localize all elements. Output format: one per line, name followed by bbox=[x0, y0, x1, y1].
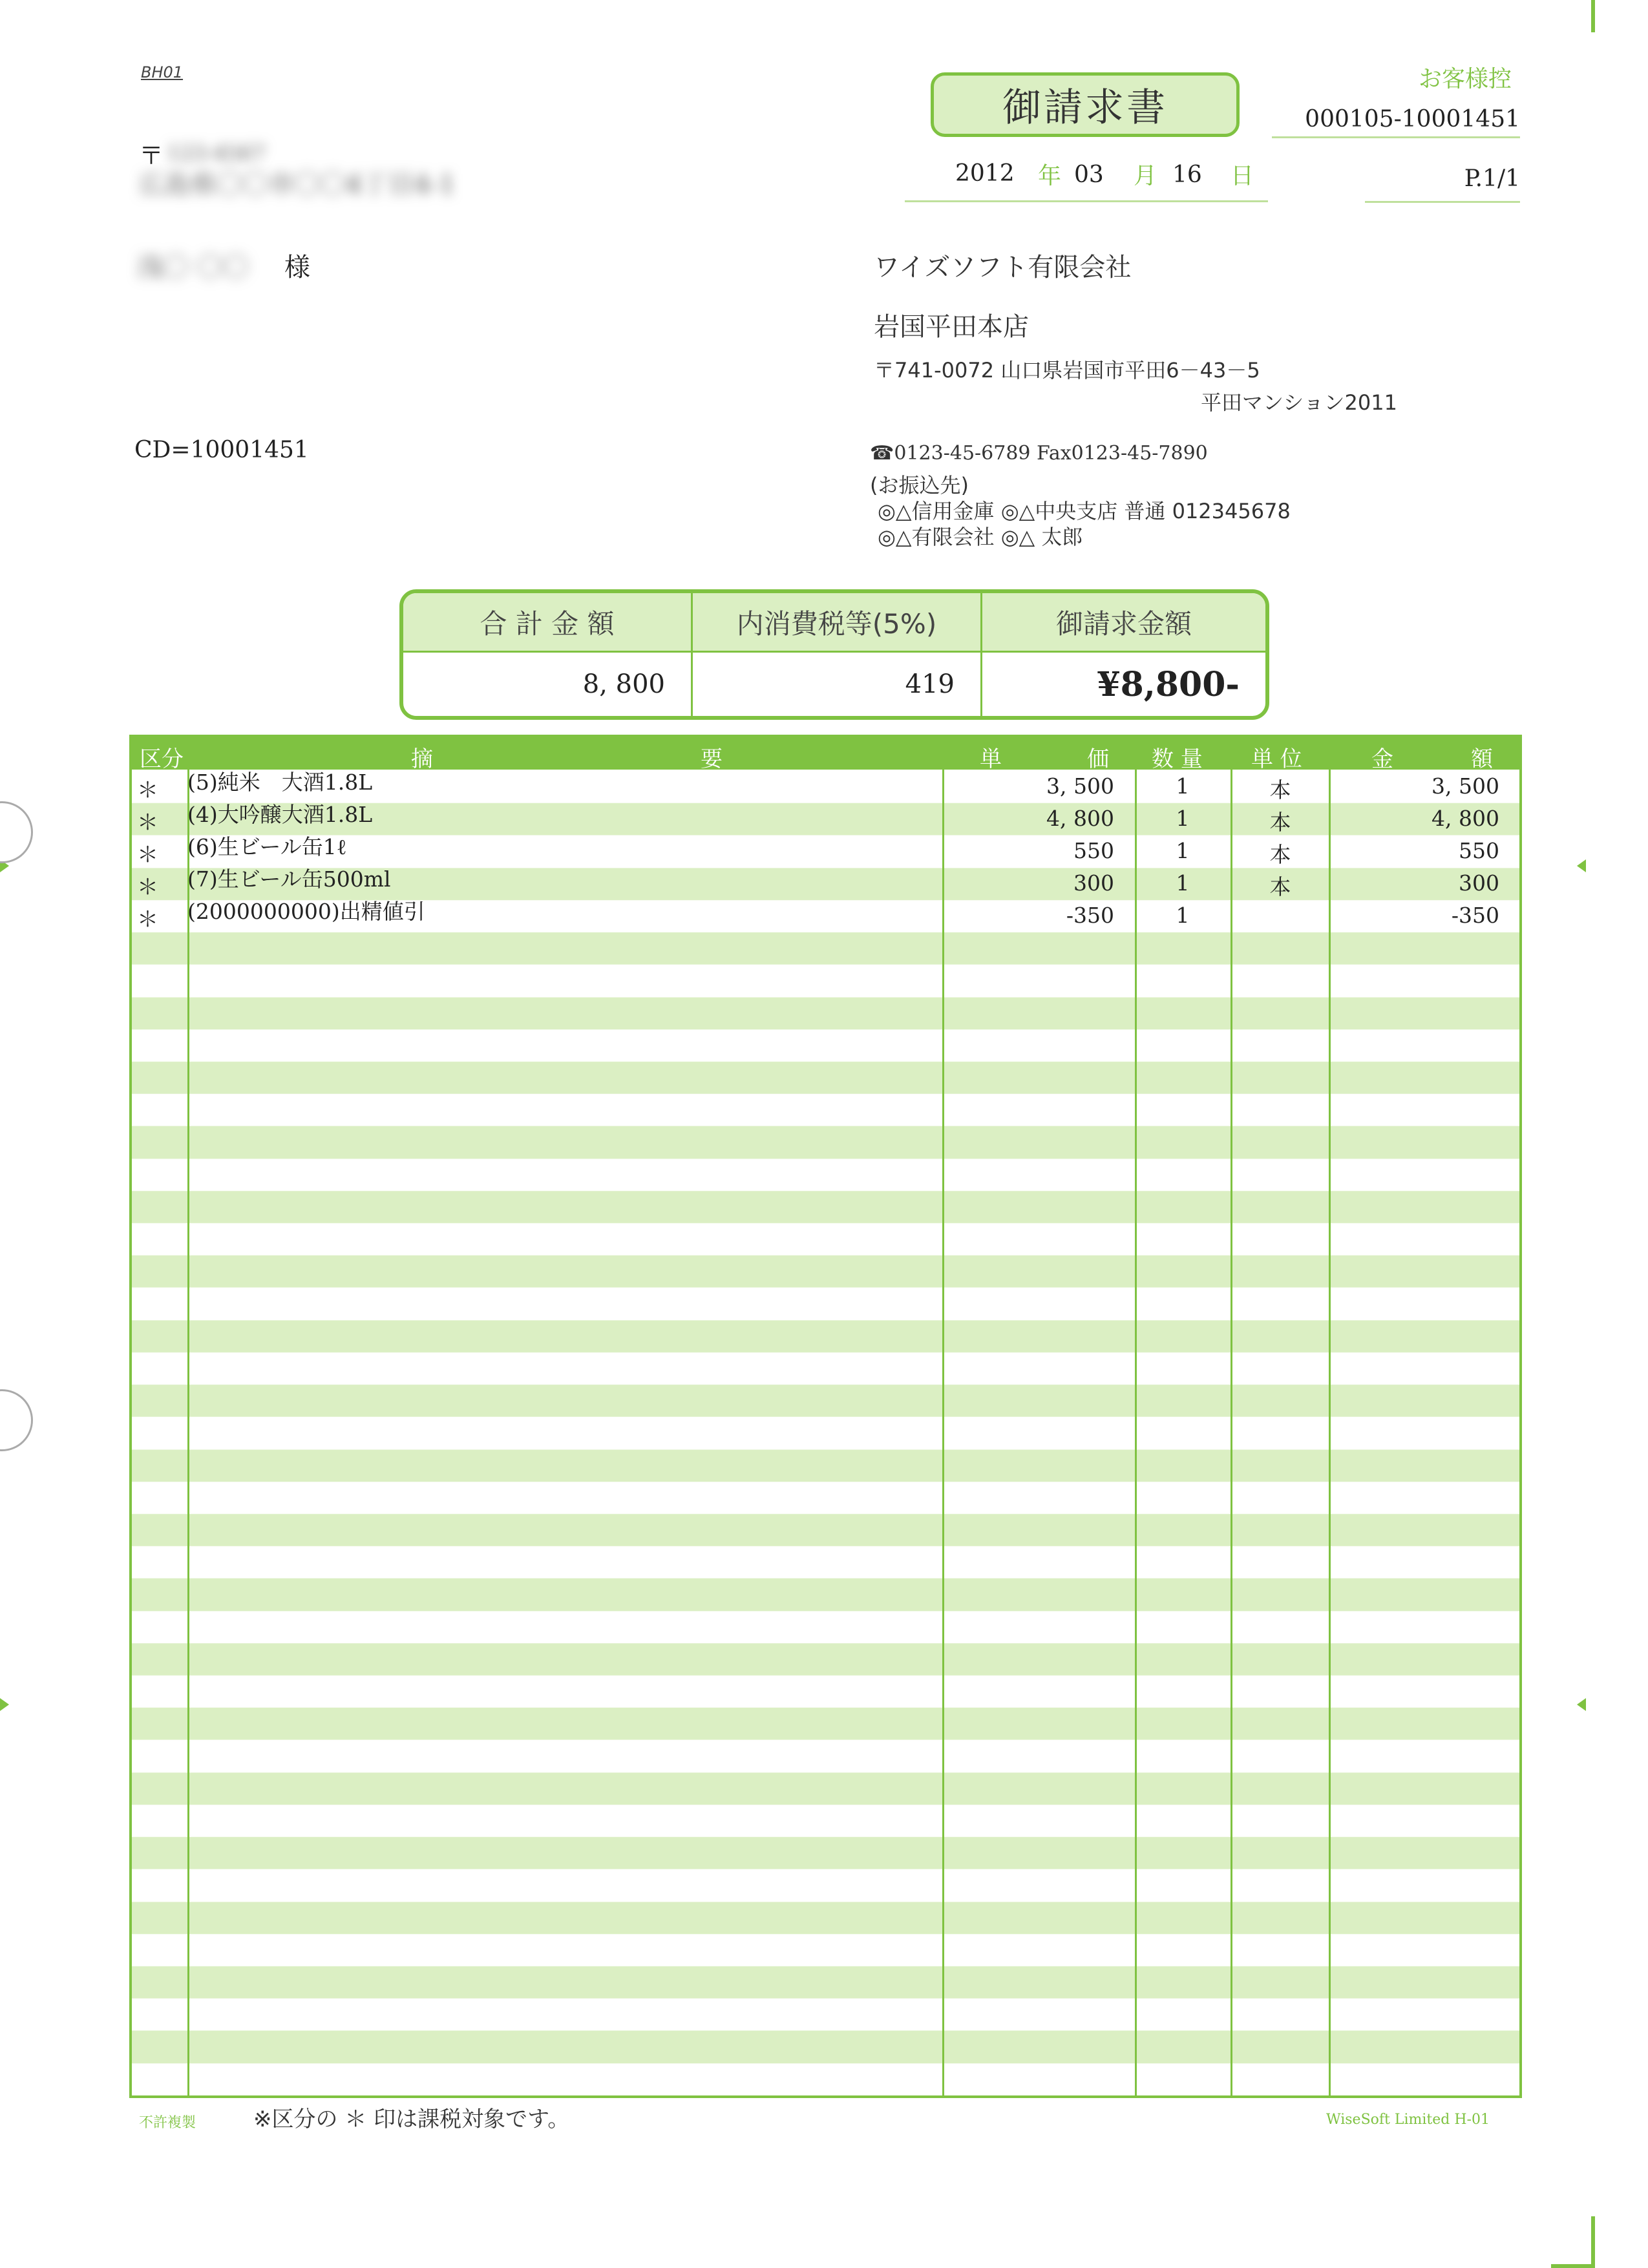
total-amount-header: 合 計 金 額 bbox=[403, 593, 693, 653]
row-unit: 本 bbox=[1269, 842, 1291, 867]
row-mark: ＊ bbox=[137, 777, 158, 803]
row-price: 3, 500 bbox=[1046, 773, 1114, 799]
row-amount: 4, 800 bbox=[1431, 806, 1499, 831]
recipient-name: 浅〇 〇〇 bbox=[137, 253, 249, 282]
date-month: 03 bbox=[1074, 162, 1104, 188]
header-amount-2: 額 bbox=[1471, 746, 1493, 772]
issuer-company: ワイズソフト有限会社 bbox=[874, 253, 1132, 282]
punch-hole-2 bbox=[0, 1389, 33, 1451]
col-divider bbox=[1231, 737, 1232, 2095]
header-qty: 数 量 bbox=[1152, 746, 1203, 772]
row-desc: (6)生ビール缶1ℓ bbox=[187, 834, 347, 859]
row-mark: ＊ bbox=[137, 842, 158, 867]
recipient-postal-code: 123-4567 bbox=[167, 141, 266, 165]
issue-date bbox=[905, 155, 1268, 202]
header-price-2: 価 bbox=[1087, 746, 1109, 772]
date-day-unit: 日 bbox=[1231, 163, 1254, 189]
row-qty: 1 bbox=[1176, 773, 1190, 799]
row-unit: 本 bbox=[1269, 810, 1291, 835]
row-unit: 本 bbox=[1269, 777, 1291, 803]
footer-copyright: 不許複製 bbox=[139, 2115, 196, 2131]
col-divider bbox=[187, 737, 189, 2095]
postal-mark: 〒 bbox=[139, 142, 164, 170]
header-desc-2: 要 bbox=[701, 746, 723, 772]
issuer-phone-fax: ☎0123-45-6789 Fax0123-45-7890 bbox=[870, 442, 1208, 465]
recipient-address: 広島県〇〇市〇〇4丁目4-1 bbox=[139, 170, 456, 200]
margin-arrow-right-1 bbox=[1577, 859, 1586, 872]
totals-box bbox=[399, 589, 1269, 720]
margin-arrow-right-2 bbox=[1577, 1698, 1586, 1711]
total-amount: 8, 800 bbox=[403, 653, 693, 716]
row-mark: ＊ bbox=[137, 810, 158, 835]
header-unit: 単 位 bbox=[1251, 746, 1302, 772]
row-desc: (7)生ビール缶500ml bbox=[187, 866, 391, 892]
col-divider bbox=[1329, 737, 1331, 2095]
customer-code: CD=10001451 bbox=[134, 437, 309, 463]
header-price-1: 単 bbox=[980, 746, 1002, 772]
row-amount: 300 bbox=[1459, 870, 1499, 896]
row-qty: 1 bbox=[1176, 806, 1190, 831]
tax-amount: 419 bbox=[693, 653, 982, 716]
billed-amount: ¥8,800- bbox=[1097, 664, 1240, 704]
row-qty: 1 bbox=[1176, 903, 1190, 928]
items-table bbox=[129, 735, 1522, 2098]
row-mark: ＊ bbox=[137, 907, 158, 932]
row-desc: (4)大吟醸大酒1.8L bbox=[187, 802, 373, 827]
items-table-header bbox=[132, 737, 1519, 770]
date-year: 2012 bbox=[955, 160, 1015, 187]
row-price: 4, 800 bbox=[1046, 806, 1114, 831]
row-qty: 1 bbox=[1176, 838, 1190, 863]
footer-tax-note: ※区分の ＊ 印は課税対象です。 bbox=[253, 2106, 570, 2132]
corner-mark-bottom-h bbox=[1551, 2264, 1595, 2268]
row-price: 550 bbox=[1073, 838, 1114, 863]
punch-hole-1 bbox=[0, 801, 33, 863]
header-amount-1: 金 bbox=[1371, 746, 1393, 772]
row-desc: (2000000000)出精値引 bbox=[187, 899, 425, 924]
page-number: P.1/1 bbox=[1365, 165, 1520, 203]
date-month-unit: 月 bbox=[1134, 163, 1157, 189]
billed-amount-header: 御請求金額 bbox=[982, 593, 1265, 653]
issuer-address-2: 平田マンション2011 bbox=[1201, 390, 1397, 415]
bank-line-1: ◎△信用金庫 ◎△中央支店 普通 012345678 bbox=[878, 499, 1291, 523]
row-amount: -350 bbox=[1451, 903, 1499, 928]
col-divider bbox=[942, 737, 944, 2095]
table-row bbox=[132, 900, 1519, 932]
row-amount: 550 bbox=[1459, 838, 1499, 863]
issuer-address-1: 〒741-0072 山口県岩国市平田6－43－5 bbox=[874, 358, 1260, 383]
date-year-unit: 年 bbox=[1038, 163, 1062, 189]
date-day: 16 bbox=[1172, 162, 1202, 188]
row-price: 300 bbox=[1073, 870, 1114, 896]
row-unit: 本 bbox=[1269, 874, 1291, 899]
invoice-number: 000105-10001451 bbox=[1272, 106, 1520, 138]
copy-label: お客様控 bbox=[1419, 66, 1512, 92]
bank-line-2: ◎△有限会社 ◎△ 太郎 bbox=[878, 525, 1083, 549]
corner-mark-bottom bbox=[1591, 2216, 1595, 2268]
document-title: 御請求書 bbox=[931, 72, 1240, 137]
footer-form-id: WiseSoft Limited H-01 bbox=[1326, 2112, 1490, 2128]
tax-header: 内消費税等(5%) bbox=[693, 593, 982, 653]
row-price: -350 bbox=[1066, 903, 1114, 928]
recipient-honorific: 様 bbox=[284, 253, 310, 282]
row-mark: ＊ bbox=[137, 874, 158, 899]
header-kubun: 区分 bbox=[140, 746, 184, 772]
form-code: BH01 bbox=[141, 63, 184, 81]
margin-arrow-left-2 bbox=[0, 1698, 9, 1711]
corner-mark-top bbox=[1591, 0, 1595, 32]
row-desc: (5)純米 大酒1.8L bbox=[187, 770, 373, 795]
header-desc-1: 摘 bbox=[411, 746, 433, 772]
col-divider bbox=[1135, 737, 1137, 2095]
bank-label: (お振込先) bbox=[870, 473, 969, 498]
issuer-branch: 岩国平田本店 bbox=[874, 312, 1029, 342]
row-qty: 1 bbox=[1176, 870, 1190, 896]
row-amount: 3, 500 bbox=[1431, 773, 1499, 799]
